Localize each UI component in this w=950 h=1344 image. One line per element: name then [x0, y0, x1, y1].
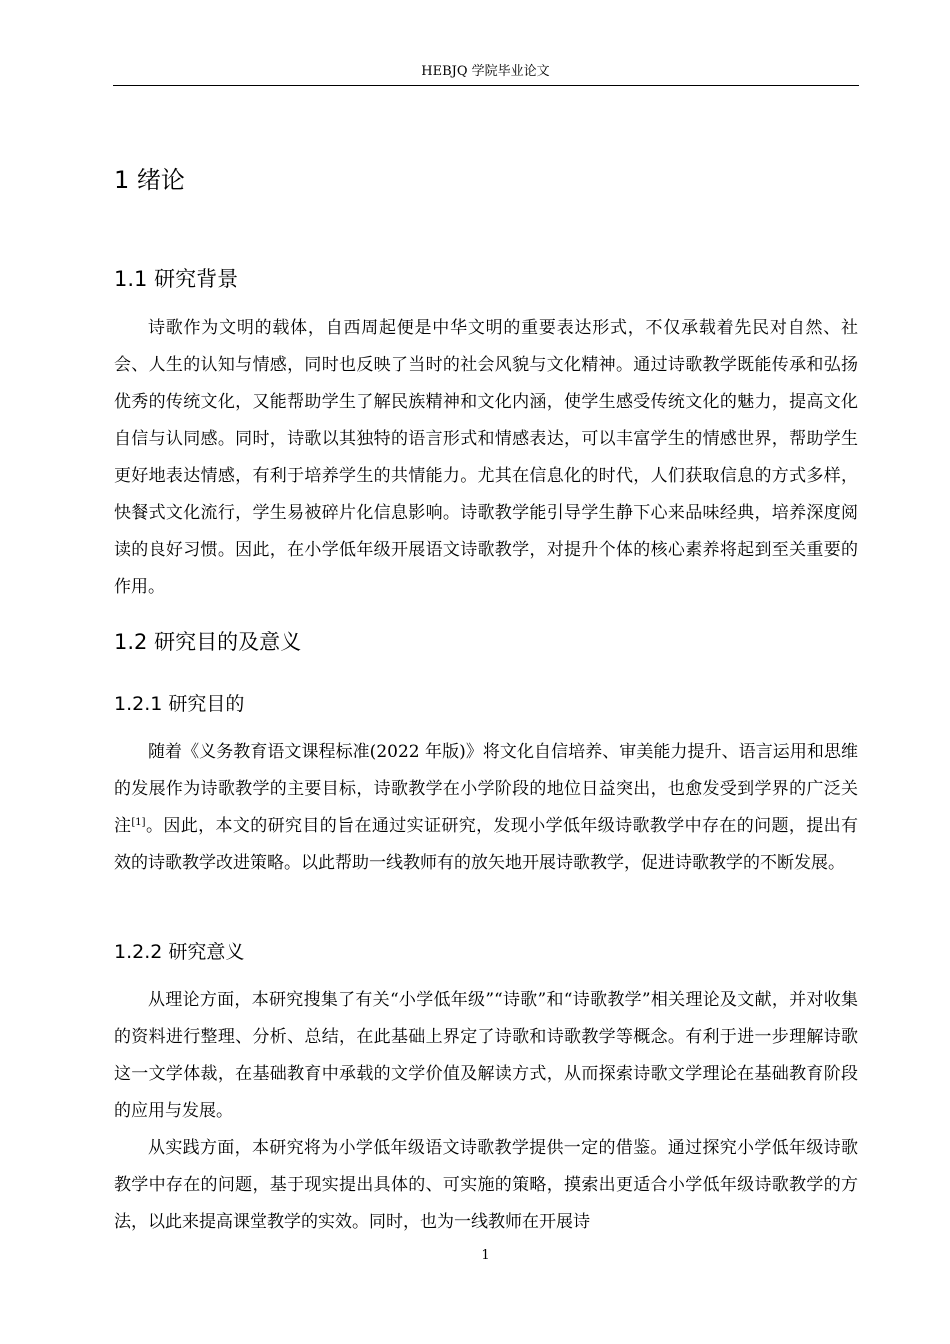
purpose-text-before-citation: 随着《义务教育语文课程标准(2022 年版)》将文化自信培养、审美能力提升、语言运用和思维的发展作为诗歌教学的主要目标，诗歌教学在小学阶段的地位日益突出，也愈发受到学界的广泛关注	[114, 742, 858, 836]
paragraph-research-background: 诗歌作为文明的载体，自西周起便是中华文明的重要表达形式，不仅承载着先民对自然、社会、人生的认知与情感，同时也反映了当时的社会风貌与文化精神。通过诗歌教学既能传承和弘扬优秀的传统文化，又能帮助学生了解民族精神和文化内涵，使学生感受传统文化的魅力，提高文化自信与认同感。同时，诗歌以其独特的语言形式和情感表达，可以丰富学生的情感世界，帮助学生更好地表达情感，有利于培养学生的共情能力。尤其在信息化的时代，人们获取信息的方式多样，快餐式文化流行，学生易被碎片化信息影响。诗歌教学能引导学生静下心来品味经典，培养深度阅读的良好习惯。因此，在小学低年级开展语文诗歌教学，对提升个体的核心素养将起到至关重要的作用。	[114, 318, 858, 597]
chapter-heading: 1 绪论	[114, 166, 185, 194]
section-heading-1-1: 1.1 研究背景	[114, 267, 239, 291]
paragraph-practical-significance: 从实践方面，本研究将为小学低年级语文诗歌教学提供一定的借鉴。通过探究小学低年级诗歌教学中存在的问题，基于现实提出具体的、可实施的策略，摸索出更适合小学低年级诗歌教学的方法，以此来提高课堂教学的实效。同时，也为一线教师在开展诗	[114, 1138, 858, 1232]
section-heading-1-2-1: 1.2.1 研究目的	[114, 693, 245, 715]
header-rule	[113, 85, 859, 86]
citation-ref: [1]	[131, 817, 146, 828]
purpose-text-after-citation: 。因此，本文的研究目的旨在通过实证研究，发现小学低年级诗歌教学中存在的问题，提出有效的诗歌教学改进策略。以此帮助一线教师有的放矢地开展诗歌教学，促进诗歌教学的不断发展。	[114, 816, 859, 873]
paragraph-research-purpose	[114, 734, 858, 882]
page-number: 1	[481, 1248, 490, 1263]
section-heading-1-2: 1.2 研究目的及意义	[114, 630, 302, 654]
section-heading-1-2-2: 1.2.2 研究意义	[114, 941, 245, 963]
page-header: HEBJQ 学院毕业论文	[421, 64, 550, 79]
paragraph-theoretical-significance: 从理论方面，本研究搜集了有关“小学低年级”“诗歌”和“诗歌教学”相关理论及文献，并对收集的资料进行整理、分析、总结，在此基础上界定了诗歌和诗歌教学等概念。有利于进一步理解诗歌这一文学体裁，在基础教育中承载的文学价值及解读方式，从而探索诗歌文学理论在基础教育阶段的应用与发展。	[114, 990, 858, 1121]
